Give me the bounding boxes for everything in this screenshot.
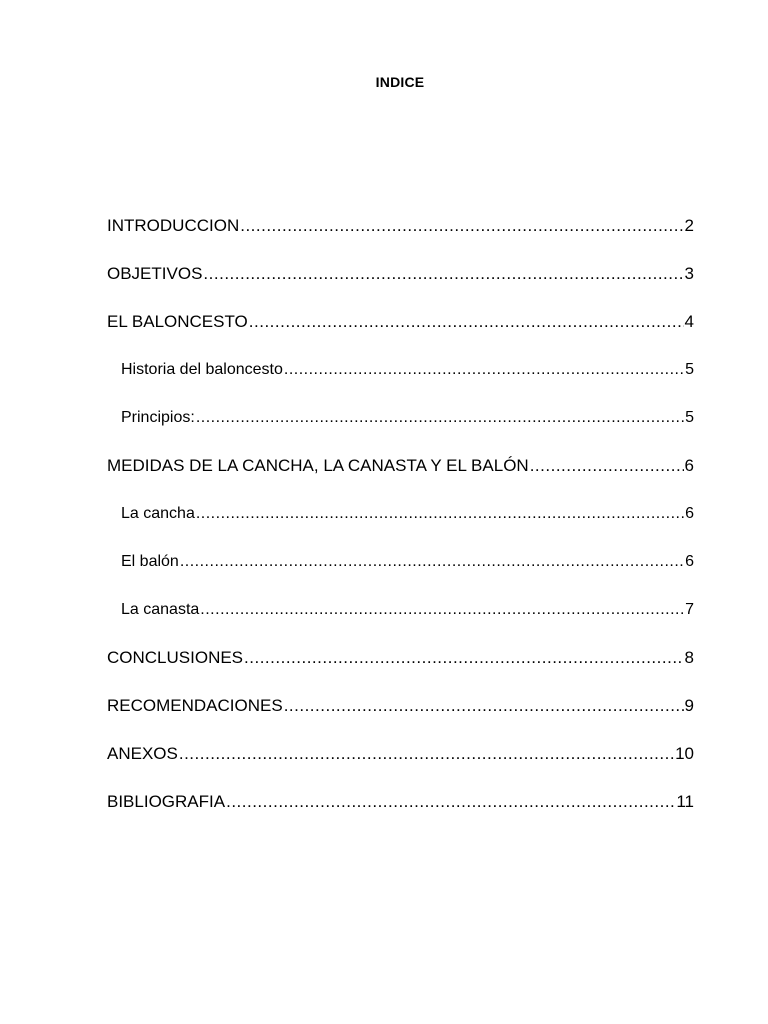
- toc-dot-leader: [179, 738, 674, 770]
- toc-entry-label: RECOMENDACIONES: [107, 696, 283, 715]
- toc-entry-page-number: 10: [675, 744, 694, 763]
- toc-entry-label: EL BALONCESTO: [107, 312, 248, 331]
- toc-entry-label: OBJETIVOS: [107, 264, 203, 283]
- toc-dot-leader: [284, 354, 684, 386]
- toc-entry-page-number: 5: [685, 361, 694, 378]
- toc-entry-label: BIBLIOGRAFIA: [107, 792, 226, 811]
- toc-entry-conclusiones[interactable]: [107, 642, 694, 690]
- toc-entry-label: El balón: [121, 553, 179, 570]
- toc-entry-la-canasta[interactable]: [107, 594, 694, 642]
- toc-dot-leader: [226, 786, 675, 818]
- toc-dot-leader: [203, 258, 683, 290]
- toc-entry-page-number: 6: [685, 505, 694, 522]
- toc-dot-leader: [244, 642, 684, 674]
- toc-entry-label: Historia del baloncesto: [121, 361, 283, 378]
- toc-entry-bibliografia[interactable]: [107, 786, 694, 834]
- toc-dot-leader: [196, 402, 684, 434]
- toc-entry-label: CONCLUSIONES: [107, 648, 244, 667]
- toc-entry-page-number: 9: [684, 696, 694, 715]
- toc-entry-label: La cancha: [121, 505, 195, 522]
- toc-entry-historia-del-baloncesto[interactable]: [107, 354, 694, 402]
- toc-dot-leader: [284, 690, 684, 722]
- toc-entry-page-number: 7: [685, 601, 694, 618]
- toc-dot-leader: [200, 594, 684, 626]
- toc-entry-objetivos[interactable]: [107, 258, 694, 306]
- toc-entry-medidas[interactable]: [107, 450, 694, 498]
- toc-entry-label: INTRODUCCION: [107, 216, 240, 235]
- table-of-contents: [107, 210, 694, 834]
- toc-dot-leader: [180, 546, 684, 578]
- toc-dot-leader: [240, 210, 683, 242]
- toc-entry-page-number: 8: [684, 648, 694, 667]
- toc-entry-page-number: 6: [684, 456, 694, 475]
- toc-entry-page-number: 3: [684, 264, 694, 283]
- toc-dot-leader: [249, 306, 684, 338]
- toc-entry-label: La canasta: [121, 601, 200, 618]
- toc-entry-el-balon[interactable]: [107, 546, 694, 594]
- toc-entry-principios[interactable]: [107, 402, 694, 450]
- toc-dot-leader: [530, 450, 684, 482]
- toc-dot-leader: [196, 498, 684, 530]
- page-title: INDICE: [375, 74, 425, 90]
- toc-entry-label: MEDIDAS DE LA CANCHA, LA CANASTA Y EL BALÓN: [107, 456, 529, 475]
- toc-entry-page-number: 5: [685, 409, 694, 426]
- toc-entry-recomendaciones[interactable]: [107, 690, 694, 738]
- toc-entry-page-number: 2: [684, 216, 694, 235]
- toc-entry-page-number: 11: [676, 792, 694, 811]
- toc-entry-el-baloncesto[interactable]: [107, 306, 694, 354]
- toc-entry-page-number: 4: [684, 312, 694, 331]
- toc-entry-page-number: 6: [685, 553, 694, 570]
- toc-entry-label: Principios:: [121, 409, 195, 426]
- toc-entry-la-cancha[interactable]: [107, 498, 694, 546]
- toc-entry-anexos[interactable]: [107, 738, 694, 786]
- toc-entry-label: ANEXOS: [107, 744, 178, 763]
- toc-entry-introduccion[interactable]: [107, 210, 694, 258]
